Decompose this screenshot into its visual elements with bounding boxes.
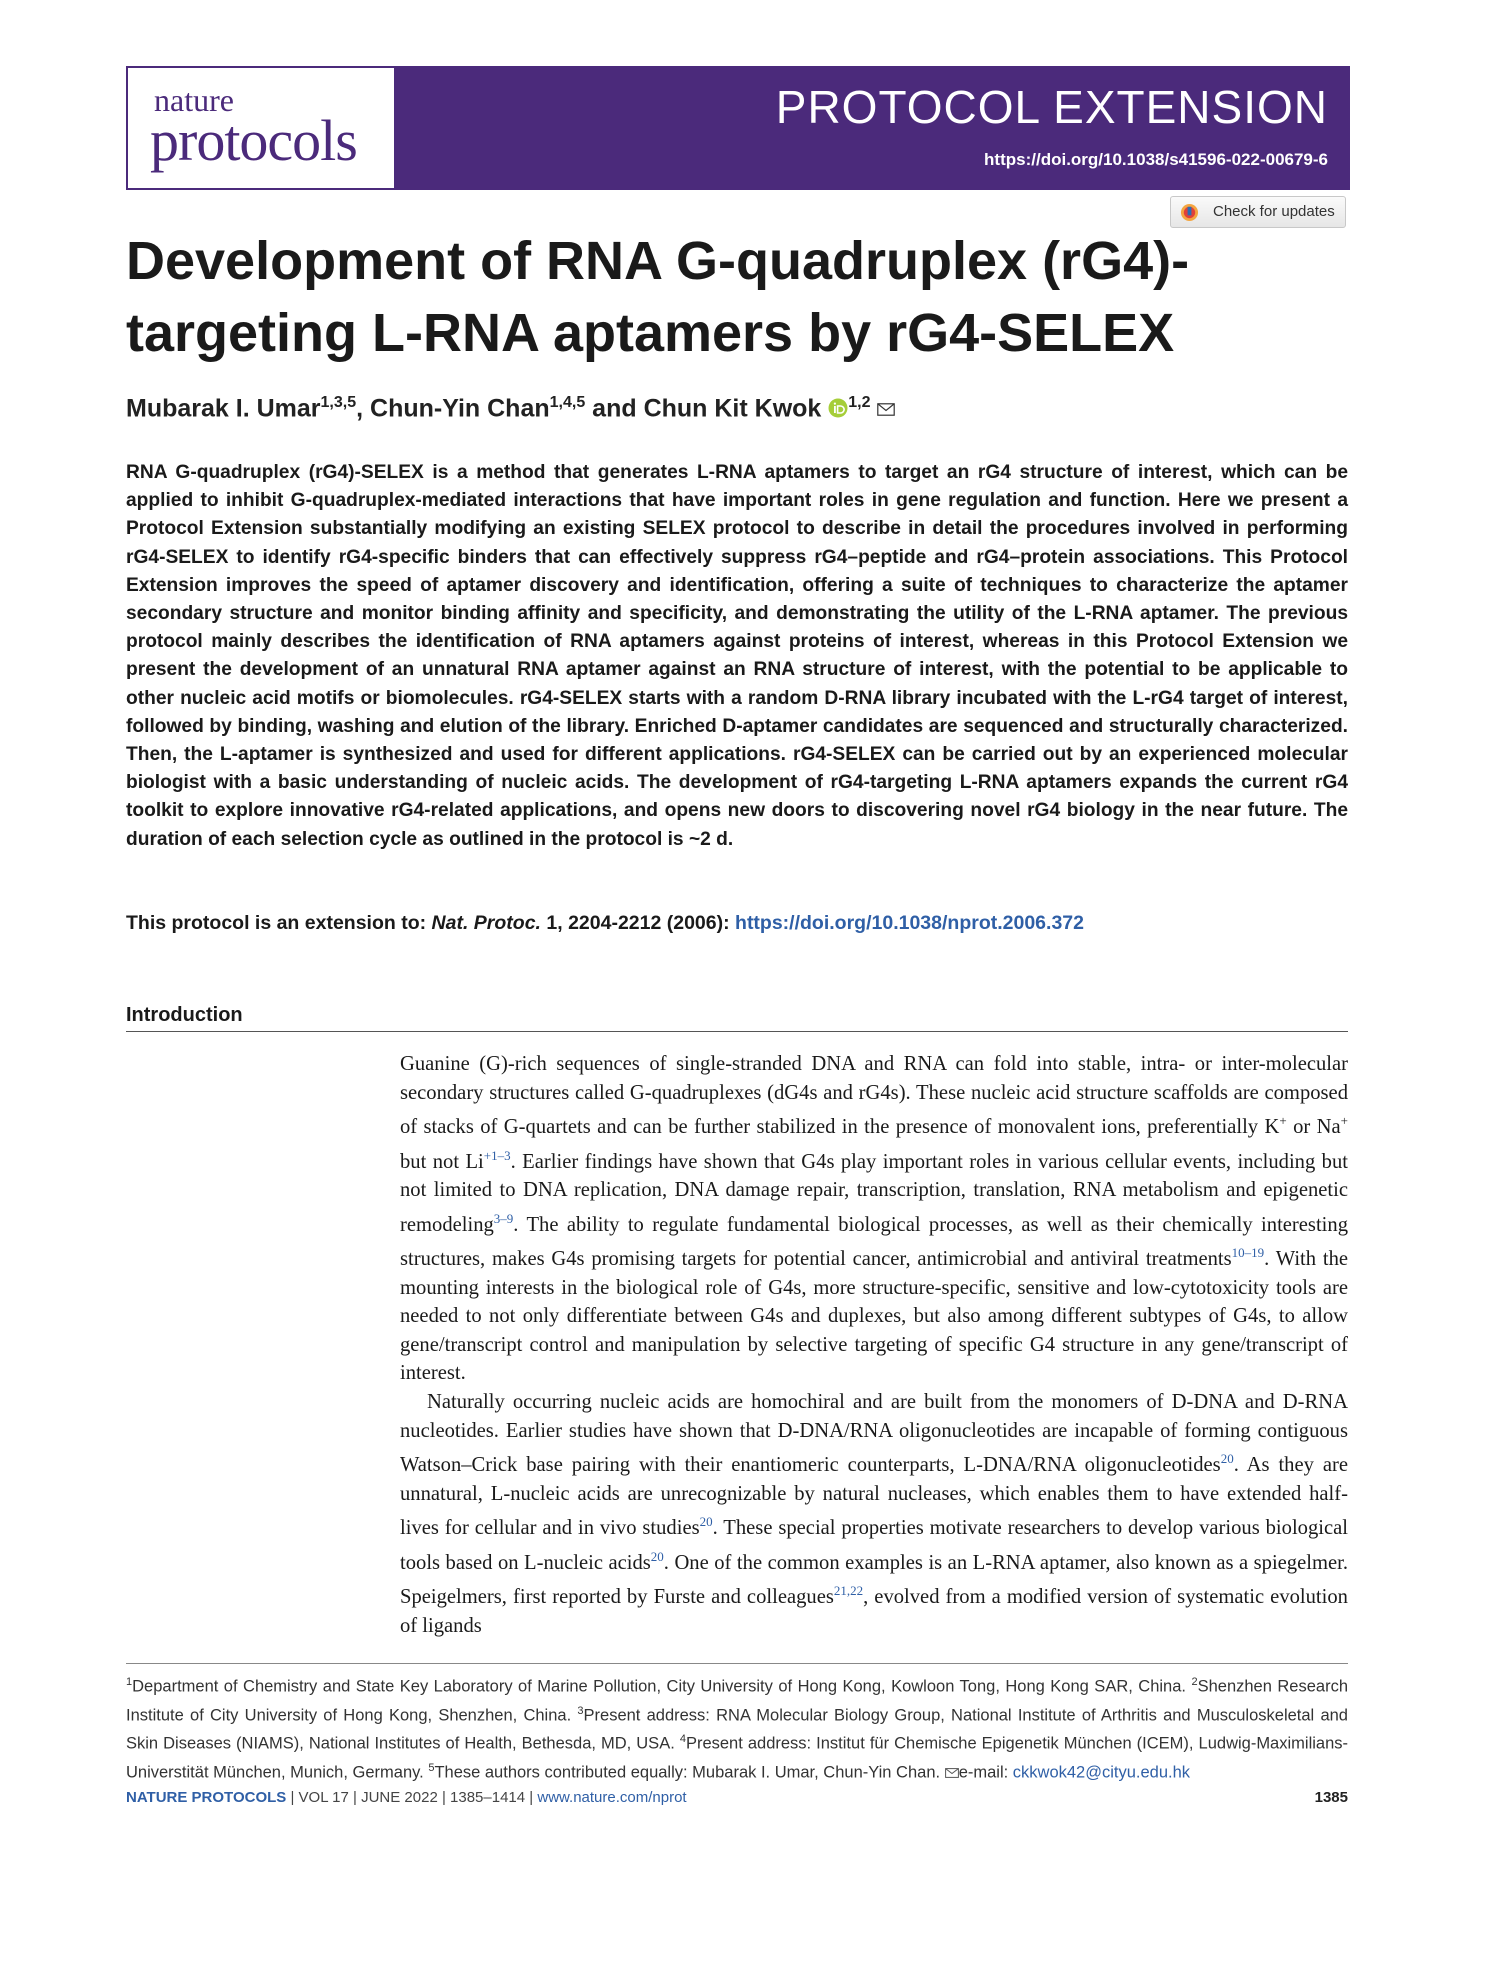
article-type-banner: [396, 66, 1350, 190]
author-affiliation: 1,4,5: [549, 394, 586, 411]
citation-link[interactable]: 20: [1220, 1451, 1234, 1467]
abstract: RNA G-quadruplex (rG4)-SELEX is a method that generates L-RNA aptamers to target an rG4 structure of interest, which can be applied to inhibit G-quadruplex-mediated interactions that have important roles in gene regulation and function. Here we present a Protocol Extension substantially modifying an existing SELEX protocol to describe in detail the procedures involved in performing rG4-SELEX to identify rG4-specific binders that can effectively suppress rG4–peptide and rG4–protein associations. This Protocol Extension improves the speed of aptamer discovery and identification, offering a suite of techniques to characterize the aptamer secondary structure and monitor binding affinity and specificity, and demonstrating the utility of the L-RNA aptamer. The previous protocol mainly describes the identification of RNA aptamers against proteins of interest, whereas in this Protocol Extension we present the development of an unnatural RNA aptamer against an RNA structure of interest, with the potential to be applicable to other nucleic acid motifs or biomolecules. rG4-SELEX starts with a random D-RNA library incubated with the L-rG4 target of interest, followed by binding, washing and elution of the library. Enriched D-aptamer candidates are sequenced and structurally characterized. Then, the L-aptamer is synthesized and used for different applications. rG4-SELEX can be carried out by an experienced molecular biologist with a basic understanding of nucleic acids. The development of rG4-targeting L-RNA aptamers expands the current rG4 toolkit to explore innovative rG4-related applications, and opens new doors to discovering novel rG4 biology in the near future. The duration of each selection cycle as outlined in the protocol is ~2 d.: [126, 462, 1348, 850]
author-affiliation: 1,2: [848, 394, 871, 411]
footer-date: JUNE 2022: [361, 1789, 438, 1806]
author-list: [126, 394, 895, 423]
extension-doi-link[interactable]: https://doi.org/10.1038/nprot.2006.372: [735, 912, 1084, 934]
check-updates-label: Check for updates: [1213, 203, 1335, 220]
journal-logo-line2: protocols: [150, 108, 357, 173]
footer-volume: VOL 17: [298, 1789, 349, 1806]
citation-link[interactable]: 21,22: [833, 1583, 864, 1599]
author-separator: ,: [356, 394, 371, 423]
intro-paragraph-1: Guanine (G)-rich sequences of single-stranded DNA and RNA can fold into stable, intra- or inter-molecular secondary structures called G-quadruplexes (dG4s and rG4s). These nucleic acid structure scaffolds are composed of stacks of G-quartets and can be further stabilized in the presence of monovalent ions, preferentially K+ or Na+ but not $Li^{+1-3}$. Earlier findings have shown that G4s play important roles in various cellular events, including but not limited to DNA replication, DNA damage repair, transcription, translation, RNA metabolism and epigenetic remodeling$^{3-9}$. The ability to regulate fundamental biological processes, as well as their chemically interesting structures, makes G4s promising targets for potential cancer, antimicrobial and antiviral treatments$^{10-19}$. With the mounting interests in the biological role of G4s, more structure-specific, sensitive and low-cytotoxicity tools are needed to not only differentiate between G4s and duplexes, but also among different subtypes of G4s, to allow gene/transcript control and manipulation by selective targeting of specific G4 structure in any gene/transcript of interest.: [400, 1053, 1349, 1385]
footer-journal: NATURE PROTOCOLS: [126, 1789, 287, 1806]
citation-link[interactable]: 20: [699, 1514, 713, 1530]
corresponding-email-link[interactable]: ckkwok42@cityu.edu.hk: [1012, 1763, 1191, 1782]
author-name[interactable]: Chun Kit Kwok: [643, 394, 822, 423]
citation-link[interactable]: 10–19: [1231, 1245, 1265, 1261]
author-affiliation: 1,3,5: [320, 394, 357, 411]
author-name[interactable]: Chun-Yin Chan: [370, 394, 550, 423]
footer-pages: 1385–1414: [450, 1789, 526, 1806]
introduction-body: [400, 1050, 1348, 1640]
email-envelope-icon: [945, 1768, 959, 1778]
section-heading-introduction: Introduction: [126, 1004, 1348, 1032]
article-type: PROTOCOL EXTENSION: [775, 81, 1328, 133]
extension-reference: 1, 2204-2212 (2006):: [540, 912, 736, 934]
email-label: e-mail:: [958, 1763, 1013, 1782]
extension-prefix: This protocol is an extension to:: [126, 912, 432, 934]
orcid-icon[interactable]: [828, 398, 848, 418]
page-footer: NATURE PROTOCOLS | VOL 17 | JUNE 2022 | 1385–1414 | www.nature.com/nprot 1385: [126, 1789, 1348, 1806]
check-for-updates-button[interactable]: [1170, 196, 1346, 228]
article-title: Development of RNA G-quadruplex (rG4)-targeting L-RNA aptamers by rG4-SELEX: [126, 231, 1190, 363]
intro-paragraph-2: Naturally occurring nucleic acids are homochiral and are built from the monomers of D-DNA and D-RNA nucleotides. Earlier studies have shown that D-DNA/RNA oligonucleotides are incapable of forming contiguous Watson–Crick base pairing with their enantiomeric counterparts, L-DNA/RNA oligonucleotides$^{20}$. As they are unnatural, L-nucleic acids are unrecognizable by natural nucleases, which enables them to have extended half-lives for cellular and in vivo studies$^{20}$. These special properties motivate researchers to develop various biological tools based on L-nucleic acids$^{20}$. One of the common examples is an L-RNA aptamer, also known as a spiegelmer. Speigelmers, first reported by Furste and colleagues$^{21,22}$, evolved from a modified version of systematic evolution of ligands: [400, 1390, 1348, 1637]
affiliations-footnote: $^1$Department of Chemistry and State Key Laboratory of Marine Pollution, City University of Hong Kong, Kowloon Tong, Hong Kong SAR, China. $^2$Shenzhen Research Institute of City University of Hong Kong, Shenzhen, China. $^3$Present address: RNA Molecular Biology Group, National Institute of Arthritis and Musculoskeletal and Skin Diseases (NIAMS), National Institutes of Health, Bethesda, MD, USA. $^4$Present address: Institut für Chemische Epigenetik München (ICEM), Ludwig-Maximilians-Universtität München, Munich, Germany. $^5$These authors contributed equally: Mubarak I. Umar, Chun-Yin Chan. e-mail: ckkwok42@cityu.edu.hk: [126, 1663, 1348, 1785]
page-number: 1385: [1314, 1789, 1348, 1806]
journal-logo-line1: nature: [154, 82, 234, 118]
check-updates-icon: [1180, 203, 1199, 222]
email-envelope-icon[interactable]: [877, 403, 895, 416]
citation-link[interactable]: +1–3: [483, 1147, 511, 1163]
extension-journal: Nat. Protoc.: [431, 912, 541, 934]
article-doi-link[interactable]: https://doi.org/10.1038/s41596-022-00679-6: [984, 150, 1328, 169]
author-separator: and: [585, 394, 644, 423]
journal-logo: [126, 66, 396, 190]
author-name[interactable]: Mubarak I. Umar: [126, 394, 321, 423]
citation-link[interactable]: 3–9: [493, 1210, 514, 1226]
protocol-extension-note: [126, 912, 1084, 935]
footer-url-link[interactable]: www.nature.com/nprot: [537, 1789, 687, 1806]
citation-link[interactable]: 20: [650, 1548, 664, 1564]
